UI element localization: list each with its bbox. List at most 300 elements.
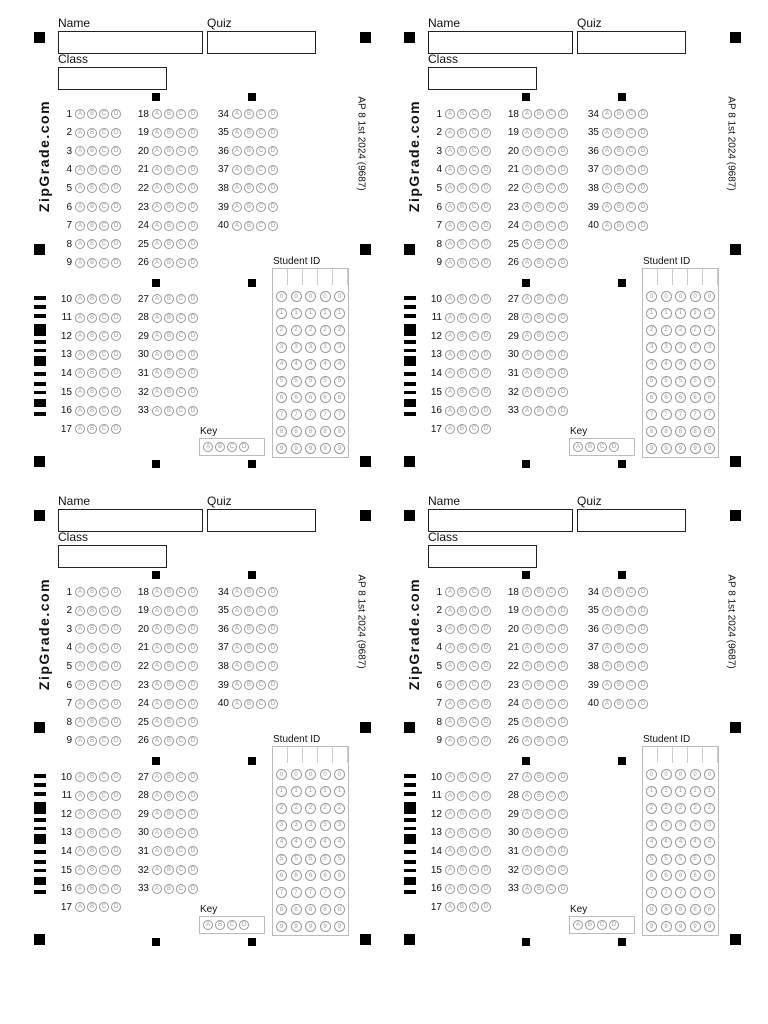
answer-bubble-a[interactable]: A bbox=[522, 313, 532, 323]
answer-bubble-c[interactable]: C bbox=[626, 699, 636, 709]
answer-bubble-d[interactable]: D bbox=[188, 606, 198, 616]
answer-bubble-c[interactable]: C bbox=[546, 239, 556, 249]
answer-bubble-d[interactable]: D bbox=[558, 109, 568, 119]
student-id-bubble[interactable]: 2 bbox=[675, 803, 686, 814]
answer-bubble-a[interactable]: A bbox=[152, 680, 162, 690]
answer-bubble-b[interactable]: B bbox=[244, 699, 254, 709]
answer-bubble-c[interactable]: C bbox=[546, 146, 556, 156]
answer-bubble-d[interactable]: D bbox=[638, 680, 648, 690]
answer-bubble-d[interactable]: D bbox=[558, 350, 568, 360]
answer-bubble-b[interactable]: B bbox=[164, 183, 174, 193]
student-id-bubble[interactable]: 7 bbox=[276, 409, 287, 420]
answer-bubble-d[interactable]: D bbox=[111, 221, 121, 231]
answer-bubble-a[interactable]: A bbox=[152, 239, 162, 249]
student-id-bubble[interactable]: 6 bbox=[690, 870, 701, 881]
student-id-bubble[interactable]: 5 bbox=[675, 854, 686, 865]
answer-bubble-d[interactable]: D bbox=[481, 258, 491, 268]
student-id-bubble[interactable]: 9 bbox=[661, 443, 672, 454]
answer-bubble-a[interactable]: A bbox=[522, 791, 532, 801]
answer-bubble-a[interactable]: A bbox=[232, 680, 242, 690]
answer-bubble-c[interactable]: C bbox=[176, 791, 186, 801]
student-id-bubble[interactable]: 7 bbox=[291, 409, 302, 420]
answer-bubble-c[interactable]: C bbox=[469, 258, 479, 268]
answer-bubble-a[interactable]: A bbox=[445, 624, 455, 634]
student-id-bubble[interactable]: 9 bbox=[291, 443, 302, 454]
answer-bubble-d[interactable]: D bbox=[638, 699, 648, 709]
student-id-bubble[interactable]: 3 bbox=[661, 342, 672, 353]
answer-bubble-a[interactable]: A bbox=[152, 772, 162, 782]
answer-bubble-b[interactable]: B bbox=[457, 699, 467, 709]
student-id-bubble[interactable]: 7 bbox=[291, 887, 302, 898]
answer-bubble-d[interactable]: D bbox=[481, 350, 491, 360]
answer-bubble-c[interactable]: C bbox=[176, 239, 186, 249]
answer-bubble-a[interactable]: A bbox=[152, 183, 162, 193]
student-id-bubble[interactable]: 5 bbox=[276, 376, 287, 387]
answer-bubble-b[interactable]: B bbox=[164, 661, 174, 671]
student-id-bubble[interactable]: 2 bbox=[675, 325, 686, 336]
answer-bubble-c[interactable]: C bbox=[99, 109, 109, 119]
answer-bubble-a[interactable]: A bbox=[152, 809, 162, 819]
student-id-bubble[interactable]: 1 bbox=[305, 786, 316, 797]
student-id-bubble[interactable]: 9 bbox=[305, 921, 316, 932]
answer-bubble-b[interactable]: B bbox=[457, 294, 467, 304]
answer-bubble-b[interactable]: B bbox=[457, 258, 467, 268]
answer-bubble-d[interactable]: D bbox=[558, 717, 568, 727]
answer-bubble-d[interactable]: D bbox=[558, 294, 568, 304]
student-id-bubble[interactable]: 1 bbox=[661, 308, 672, 319]
answer-bubble-c[interactable]: C bbox=[469, 406, 479, 416]
answer-bubble-d[interactable]: D bbox=[268, 680, 278, 690]
student-id-bubble[interactable]: 5 bbox=[334, 376, 345, 387]
student-id-bubble[interactable]: 8 bbox=[675, 904, 686, 915]
answer-bubble-b[interactable]: B bbox=[87, 884, 97, 894]
answer-bubble-b[interactable]: B bbox=[457, 587, 467, 597]
answer-bubble-a[interactable]: A bbox=[152, 699, 162, 709]
answer-bubble-a[interactable]: A bbox=[445, 183, 455, 193]
answer-bubble-c[interactable]: C bbox=[176, 183, 186, 193]
answer-bubble-b[interactable]: B bbox=[534, 146, 544, 156]
answer-bubble-a[interactable]: A bbox=[152, 828, 162, 838]
answer-bubble-c[interactable]: C bbox=[469, 587, 479, 597]
answer-bubble-d[interactable]: D bbox=[111, 331, 121, 341]
student-id-bubble[interactable]: 4 bbox=[305, 359, 316, 370]
answer-bubble-b[interactable]: B bbox=[534, 202, 544, 212]
answer-bubble-a[interactable]: A bbox=[152, 313, 162, 323]
student-id-bubble[interactable]: 6 bbox=[661, 870, 672, 881]
answer-bubble-b[interactable]: B bbox=[457, 828, 467, 838]
answer-bubble-b[interactable]: B bbox=[457, 350, 467, 360]
student-id-bubble[interactable]: 6 bbox=[291, 392, 302, 403]
student-id-bubble[interactable]: 4 bbox=[291, 359, 302, 370]
student-id-bubble[interactable]: 6 bbox=[675, 870, 686, 881]
key-bubble-b[interactable]: B bbox=[215, 442, 225, 452]
answer-bubble-a[interactable]: A bbox=[445, 331, 455, 341]
name-field[interactable] bbox=[428, 509, 573, 532]
answer-bubble-d[interactable]: D bbox=[268, 165, 278, 175]
key-bubble-c[interactable]: C bbox=[227, 442, 237, 452]
answer-bubble-a[interactable]: A bbox=[445, 772, 455, 782]
answer-bubble-d[interactable]: D bbox=[188, 387, 198, 397]
answer-bubble-b[interactable]: B bbox=[87, 406, 97, 416]
answer-bubble-d[interactable]: D bbox=[188, 294, 198, 304]
key-bubble-d[interactable]: D bbox=[609, 920, 619, 930]
answer-bubble-a[interactable]: A bbox=[445, 350, 455, 360]
answer-bubble-d[interactable]: D bbox=[188, 587, 198, 597]
answer-bubble-b[interactable]: B bbox=[534, 772, 544, 782]
answer-bubble-d[interactable]: D bbox=[188, 368, 198, 378]
answer-bubble-a[interactable]: A bbox=[445, 202, 455, 212]
answer-bubble-b[interactable]: B bbox=[164, 313, 174, 323]
answer-bubble-d[interactable]: D bbox=[558, 643, 568, 653]
student-id-bubble[interactable]: 1 bbox=[334, 786, 345, 797]
answer-bubble-b[interactable]: B bbox=[87, 165, 97, 175]
answer-bubble-c[interactable]: C bbox=[546, 387, 556, 397]
answer-bubble-a[interactable]: A bbox=[232, 221, 242, 231]
student-id-bubble[interactable]: 6 bbox=[704, 392, 715, 403]
answer-bubble-c[interactable]: C bbox=[256, 165, 266, 175]
answer-bubble-b[interactable]: B bbox=[87, 350, 97, 360]
answer-bubble-c[interactable]: C bbox=[176, 368, 186, 378]
answer-bubble-c[interactable]: C bbox=[99, 424, 109, 434]
answer-bubble-a[interactable]: A bbox=[152, 368, 162, 378]
student-id-bubble[interactable]: 6 bbox=[320, 392, 331, 403]
student-id-bubble[interactable]: 0 bbox=[690, 291, 701, 302]
answer-bubble-a[interactable]: A bbox=[522, 368, 532, 378]
answer-bubble-c[interactable]: C bbox=[469, 624, 479, 634]
answer-bubble-b[interactable]: B bbox=[164, 624, 174, 634]
answer-bubble-d[interactable]: D bbox=[638, 606, 648, 616]
answer-bubble-d[interactable]: D bbox=[111, 239, 121, 249]
answer-bubble-d[interactable]: D bbox=[558, 146, 568, 156]
answer-bubble-c[interactable]: C bbox=[546, 109, 556, 119]
class-field[interactable] bbox=[58, 545, 167, 568]
answer-bubble-a[interactable]: A bbox=[445, 809, 455, 819]
answer-bubble-a[interactable]: A bbox=[445, 846, 455, 856]
answer-bubble-a[interactable]: A bbox=[75, 828, 85, 838]
answer-bubble-d[interactable]: D bbox=[111, 902, 121, 912]
answer-bubble-b[interactable]: B bbox=[534, 846, 544, 856]
answer-bubble-a[interactable]: A bbox=[522, 331, 532, 341]
answer-bubble-d[interactable]: D bbox=[558, 680, 568, 690]
student-id-bubble[interactable]: 4 bbox=[276, 837, 287, 848]
student-id-bubble[interactable]: 0 bbox=[320, 291, 331, 302]
student-id-bubble[interactable]: 6 bbox=[690, 392, 701, 403]
answer-bubble-c[interactable]: C bbox=[176, 387, 186, 397]
answer-bubble-b[interactable]: B bbox=[457, 846, 467, 856]
answer-bubble-d[interactable]: D bbox=[481, 331, 491, 341]
answer-bubble-d[interactable]: D bbox=[638, 109, 648, 119]
answer-bubble-c[interactable]: C bbox=[546, 350, 556, 360]
student-id-bubble[interactable]: 9 bbox=[675, 443, 686, 454]
answer-bubble-a[interactable]: A bbox=[445, 699, 455, 709]
answer-bubble-c[interactable]: C bbox=[546, 294, 556, 304]
student-id-bubble[interactable]: 6 bbox=[704, 870, 715, 881]
answer-bubble-d[interactable]: D bbox=[268, 699, 278, 709]
answer-bubble-d[interactable]: D bbox=[268, 146, 278, 156]
name-field[interactable] bbox=[58, 31, 203, 54]
student-id-bubble[interactable]: 5 bbox=[305, 376, 316, 387]
answer-bubble-d[interactable]: D bbox=[638, 128, 648, 138]
answer-bubble-c[interactable]: C bbox=[546, 221, 556, 231]
answer-bubble-d[interactable]: D bbox=[481, 146, 491, 156]
answer-bubble-b[interactable]: B bbox=[244, 606, 254, 616]
answer-bubble-c[interactable]: C bbox=[469, 902, 479, 912]
student-id-bubble[interactable]: 9 bbox=[704, 921, 715, 932]
student-id-bubble[interactable]: 0 bbox=[646, 291, 657, 302]
answer-bubble-a[interactable]: A bbox=[445, 313, 455, 323]
answer-bubble-a[interactable]: A bbox=[75, 865, 85, 875]
answer-bubble-c[interactable]: C bbox=[176, 128, 186, 138]
quiz-field[interactable] bbox=[577, 31, 686, 54]
answer-bubble-b[interactable]: B bbox=[534, 239, 544, 249]
student-id-bubble[interactable]: 7 bbox=[646, 887, 657, 898]
answer-bubble-b[interactable]: B bbox=[614, 680, 624, 690]
answer-bubble-c[interactable]: C bbox=[469, 772, 479, 782]
student-id-bubble[interactable]: 7 bbox=[661, 409, 672, 420]
answer-bubble-c[interactable]: C bbox=[469, 128, 479, 138]
answer-bubble-a[interactable]: A bbox=[75, 624, 85, 634]
answer-bubble-a[interactable]: A bbox=[152, 624, 162, 634]
answer-bubble-a[interactable]: A bbox=[522, 643, 532, 653]
answer-bubble-c[interactable]: C bbox=[99, 221, 109, 231]
student-id-bubble[interactable]: 2 bbox=[334, 325, 345, 336]
answer-bubble-b[interactable]: B bbox=[164, 699, 174, 709]
answer-bubble-d[interactable]: D bbox=[558, 128, 568, 138]
student-id-bubble[interactable]: 2 bbox=[276, 803, 287, 814]
answer-bubble-d[interactable]: D bbox=[111, 699, 121, 709]
answer-bubble-a[interactable]: A bbox=[75, 587, 85, 597]
answer-bubble-a[interactable]: A bbox=[152, 109, 162, 119]
answer-bubble-a[interactable]: A bbox=[75, 717, 85, 727]
answer-bubble-d[interactable]: D bbox=[558, 368, 568, 378]
answer-bubble-c[interactable]: C bbox=[176, 294, 186, 304]
answer-bubble-a[interactable]: A bbox=[522, 624, 532, 634]
answer-bubble-c[interactable]: C bbox=[99, 406, 109, 416]
answer-bubble-d[interactable]: D bbox=[638, 202, 648, 212]
student-id-bubble[interactable]: 8 bbox=[646, 904, 657, 915]
answer-bubble-c[interactable]: C bbox=[256, 109, 266, 119]
student-id-bubble[interactable]: 0 bbox=[291, 769, 302, 780]
student-id-bubble[interactable]: 8 bbox=[704, 426, 715, 437]
answer-bubble-c[interactable]: C bbox=[176, 624, 186, 634]
answer-bubble-d[interactable]: D bbox=[188, 331, 198, 341]
answer-bubble-c[interactable]: C bbox=[626, 606, 636, 616]
answer-bubble-d[interactable]: D bbox=[111, 424, 121, 434]
answer-bubble-d[interactable]: D bbox=[481, 717, 491, 727]
answer-bubble-c[interactable]: C bbox=[99, 809, 109, 819]
answer-bubble-b[interactable]: B bbox=[614, 165, 624, 175]
student-id-bubble[interactable]: 9 bbox=[661, 921, 672, 932]
answer-bubble-c[interactable]: C bbox=[546, 183, 556, 193]
answer-bubble-c[interactable]: C bbox=[469, 865, 479, 875]
student-id-bubble[interactable]: 9 bbox=[334, 443, 345, 454]
answer-bubble-a[interactable]: A bbox=[445, 736, 455, 746]
answer-bubble-d[interactable]: D bbox=[268, 183, 278, 193]
answer-bubble-d[interactable]: D bbox=[481, 313, 491, 323]
answer-bubble-a[interactable]: A bbox=[75, 128, 85, 138]
answer-bubble-c[interactable]: C bbox=[176, 406, 186, 416]
student-id-bubble[interactable]: 6 bbox=[305, 870, 316, 881]
answer-bubble-c[interactable]: C bbox=[546, 587, 556, 597]
answer-bubble-b[interactable]: B bbox=[87, 736, 97, 746]
answer-bubble-a[interactable]: A bbox=[522, 680, 532, 690]
answer-bubble-c[interactable]: C bbox=[99, 661, 109, 671]
answer-bubble-c[interactable]: C bbox=[469, 331, 479, 341]
student-id-bubble[interactable]: 3 bbox=[334, 342, 345, 353]
answer-bubble-c[interactable]: C bbox=[99, 128, 109, 138]
student-id-bubble[interactable]: 3 bbox=[704, 820, 715, 831]
answer-bubble-a[interactable]: A bbox=[232, 587, 242, 597]
answer-bubble-b[interactable]: B bbox=[457, 313, 467, 323]
answer-bubble-b[interactable]: B bbox=[244, 221, 254, 231]
answer-bubble-c[interactable]: C bbox=[546, 643, 556, 653]
answer-bubble-b[interactable]: B bbox=[614, 661, 624, 671]
answer-bubble-c[interactable]: C bbox=[176, 587, 186, 597]
answer-bubble-c[interactable]: C bbox=[99, 828, 109, 838]
student-id-bubble[interactable]: 6 bbox=[320, 870, 331, 881]
answer-bubble-b[interactable]: B bbox=[534, 183, 544, 193]
student-id-bubble[interactable]: 5 bbox=[320, 376, 331, 387]
answer-bubble-b[interactable]: B bbox=[164, 884, 174, 894]
answer-bubble-a[interactable]: A bbox=[602, 661, 612, 671]
answer-bubble-d[interactable]: D bbox=[558, 239, 568, 249]
answer-bubble-d[interactable]: D bbox=[188, 350, 198, 360]
student-id-bubble[interactable]: 4 bbox=[320, 359, 331, 370]
answer-bubble-b[interactable]: B bbox=[534, 406, 544, 416]
answer-bubble-c[interactable]: C bbox=[469, 717, 479, 727]
answer-bubble-c[interactable]: C bbox=[469, 165, 479, 175]
key-bubble-d[interactable]: D bbox=[239, 442, 249, 452]
answer-bubble-d[interactable]: D bbox=[558, 183, 568, 193]
answer-bubble-c[interactable]: C bbox=[99, 772, 109, 782]
student-id-bubble[interactable]: 3 bbox=[690, 342, 701, 353]
answer-bubble-c[interactable]: C bbox=[256, 202, 266, 212]
student-id-bubble[interactable]: 3 bbox=[675, 342, 686, 353]
answer-bubble-d[interactable]: D bbox=[111, 313, 121, 323]
answer-bubble-b[interactable]: B bbox=[87, 109, 97, 119]
answer-bubble-a[interactable]: A bbox=[522, 146, 532, 156]
answer-bubble-d[interactable]: D bbox=[558, 772, 568, 782]
answer-bubble-b[interactable]: B bbox=[164, 146, 174, 156]
student-id-bubble[interactable]: 0 bbox=[675, 291, 686, 302]
quiz-field[interactable] bbox=[207, 31, 316, 54]
answer-bubble-a[interactable]: A bbox=[232, 661, 242, 671]
answer-bubble-c[interactable]: C bbox=[176, 258, 186, 268]
answer-bubble-d[interactable]: D bbox=[481, 606, 491, 616]
answer-bubble-c[interactable]: C bbox=[99, 717, 109, 727]
answer-bubble-c[interactable]: C bbox=[546, 791, 556, 801]
answer-bubble-b[interactable]: B bbox=[164, 202, 174, 212]
answer-bubble-b[interactable]: B bbox=[87, 680, 97, 690]
answer-bubble-c[interactable]: C bbox=[176, 221, 186, 231]
student-id-bubble[interactable]: 1 bbox=[305, 308, 316, 319]
answer-bubble-c[interactable]: C bbox=[256, 146, 266, 156]
answer-bubble-b[interactable]: B bbox=[614, 221, 624, 231]
answer-bubble-b[interactable]: B bbox=[164, 221, 174, 231]
answer-bubble-b[interactable]: B bbox=[534, 165, 544, 175]
answer-bubble-a[interactable]: A bbox=[75, 202, 85, 212]
answer-bubble-a[interactable]: A bbox=[445, 865, 455, 875]
student-id-bubble[interactable]: 2 bbox=[704, 325, 715, 336]
answer-bubble-a[interactable]: A bbox=[152, 294, 162, 304]
answer-bubble-d[interactable]: D bbox=[558, 587, 568, 597]
answer-bubble-d[interactable]: D bbox=[111, 587, 121, 597]
answer-bubble-d[interactable]: D bbox=[188, 624, 198, 634]
answer-bubble-d[interactable]: D bbox=[481, 406, 491, 416]
answer-bubble-a[interactable]: A bbox=[602, 202, 612, 212]
answer-bubble-c[interactable]: C bbox=[546, 606, 556, 616]
answer-bubble-d[interactable]: D bbox=[481, 128, 491, 138]
student-id-bubble[interactable]: 4 bbox=[661, 837, 672, 848]
answer-bubble-d[interactable]: D bbox=[638, 587, 648, 597]
answer-bubble-a[interactable]: A bbox=[75, 368, 85, 378]
answer-bubble-a[interactable]: A bbox=[152, 865, 162, 875]
answer-bubble-c[interactable]: C bbox=[176, 772, 186, 782]
key-bubble-a[interactable]: A bbox=[203, 920, 213, 930]
answer-bubble-d[interactable]: D bbox=[188, 221, 198, 231]
student-id-bubble[interactable]: 8 bbox=[690, 904, 701, 915]
answer-bubble-c[interactable]: C bbox=[469, 699, 479, 709]
student-id-bubble[interactable]: 5 bbox=[704, 376, 715, 387]
answer-bubble-c[interactable]: C bbox=[176, 661, 186, 671]
student-id-bubble[interactable]: 5 bbox=[291, 376, 302, 387]
answer-bubble-b[interactable]: B bbox=[87, 828, 97, 838]
answer-bubble-d[interactable]: D bbox=[481, 587, 491, 597]
answer-bubble-a[interactable]: A bbox=[232, 624, 242, 634]
answer-bubble-c[interactable]: C bbox=[469, 661, 479, 671]
answer-bubble-d[interactable]: D bbox=[188, 661, 198, 671]
answer-bubble-c[interactable]: C bbox=[626, 165, 636, 175]
answer-bubble-b[interactable]: B bbox=[87, 791, 97, 801]
answer-bubble-a[interactable]: A bbox=[75, 221, 85, 231]
answer-bubble-c[interactable]: C bbox=[99, 350, 109, 360]
answer-bubble-d[interactable]: D bbox=[111, 165, 121, 175]
answer-bubble-b[interactable]: B bbox=[87, 717, 97, 727]
answer-bubble-d[interactable]: D bbox=[188, 165, 198, 175]
answer-bubble-b[interactable]: B bbox=[457, 865, 467, 875]
answer-bubble-b[interactable]: B bbox=[534, 624, 544, 634]
student-id-bubble[interactable]: 9 bbox=[646, 443, 657, 454]
answer-bubble-b[interactable]: B bbox=[87, 846, 97, 856]
answer-bubble-a[interactable]: A bbox=[75, 809, 85, 819]
student-id-bubble[interactable]: 1 bbox=[276, 308, 287, 319]
answer-bubble-b[interactable]: B bbox=[457, 643, 467, 653]
answer-bubble-c[interactable]: C bbox=[256, 587, 266, 597]
answer-bubble-d[interactable]: D bbox=[111, 828, 121, 838]
answer-bubble-a[interactable]: A bbox=[152, 165, 162, 175]
student-id-bubble[interactable]: 7 bbox=[690, 409, 701, 420]
answer-bubble-a[interactable]: A bbox=[602, 146, 612, 156]
answer-bubble-b[interactable]: B bbox=[614, 643, 624, 653]
answer-bubble-a[interactable]: A bbox=[445, 902, 455, 912]
student-id-bubble[interactable]: 1 bbox=[276, 786, 287, 797]
key-bubble-a[interactable]: A bbox=[573, 920, 583, 930]
answer-bubble-c[interactable]: C bbox=[546, 699, 556, 709]
answer-bubble-c[interactable]: C bbox=[99, 624, 109, 634]
answer-bubble-a[interactable]: A bbox=[522, 109, 532, 119]
answer-bubble-d[interactable]: D bbox=[268, 128, 278, 138]
answer-bubble-b[interactable]: B bbox=[614, 202, 624, 212]
answer-bubble-c[interactable]: C bbox=[546, 736, 556, 746]
answer-bubble-a[interactable]: A bbox=[522, 165, 532, 175]
answer-bubble-c[interactable]: C bbox=[626, 183, 636, 193]
answer-bubble-c[interactable]: C bbox=[99, 387, 109, 397]
answer-bubble-a[interactable]: A bbox=[232, 128, 242, 138]
answer-bubble-b[interactable]: B bbox=[87, 902, 97, 912]
student-id-bubble[interactable]: 8 bbox=[291, 426, 302, 437]
answer-bubble-d[interactable]: D bbox=[188, 865, 198, 875]
student-id-bubble[interactable]: 8 bbox=[305, 904, 316, 915]
